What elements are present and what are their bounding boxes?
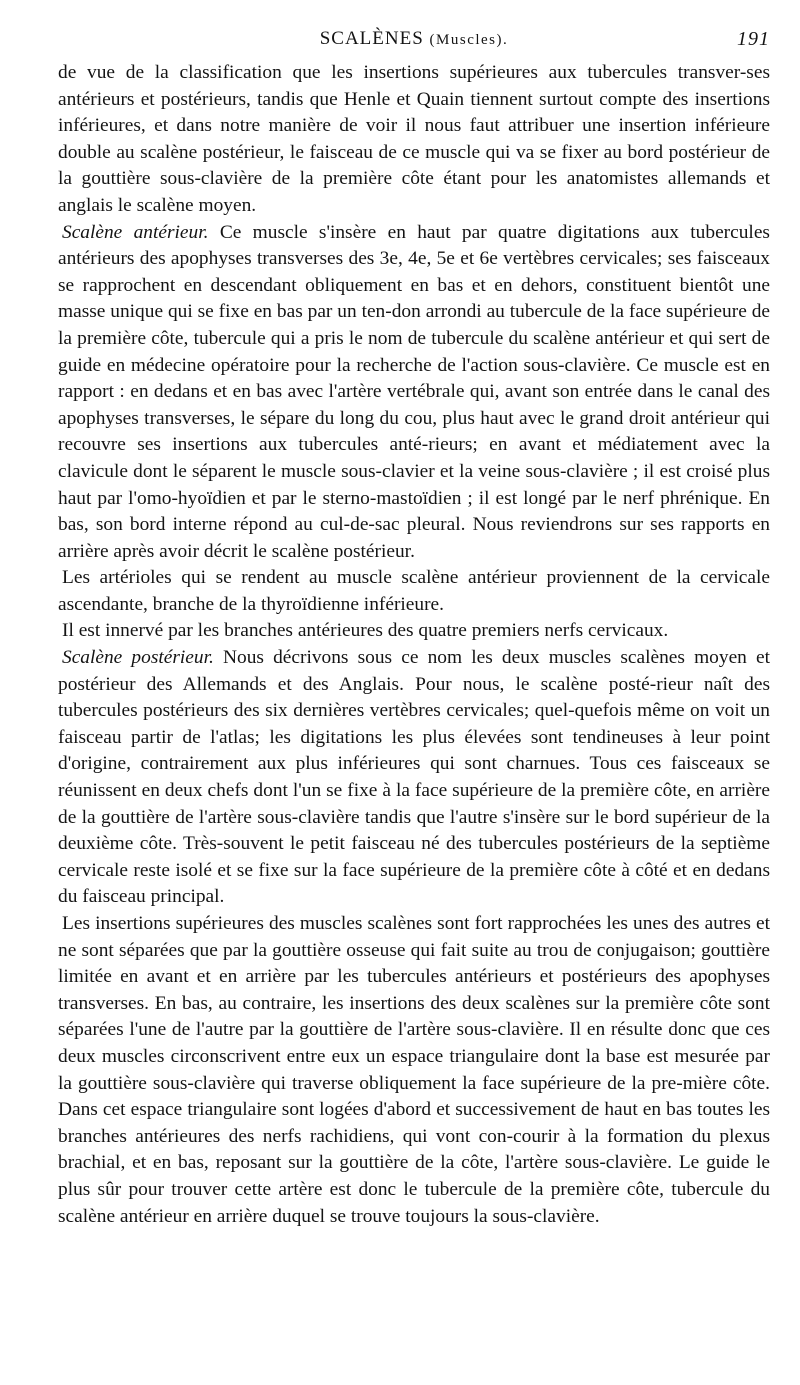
running-title-sub: (Muscles). xyxy=(429,32,509,48)
page-number: 191 xyxy=(737,28,770,50)
paragraph-scalene-anterieur xyxy=(58,220,770,566)
running-head xyxy=(58,22,770,52)
paragraph-arterioles: Les artérioles qui se rendent au muscle scalène antérieur proviennent de la cervicale ascendante, branche de la thyroïdienne inférieure. xyxy=(58,567,770,615)
section-lead-scalene-anterieur: Scalène antérieur. xyxy=(62,221,209,243)
section-lead-scalene-posterieur: Scalène postérieur. xyxy=(62,647,214,669)
running-title xyxy=(58,28,770,50)
paragraph-innervation: Il est innervé par les branches antérieures des quatre premiers nerfs cervicaux. xyxy=(62,620,669,642)
paragraph-scalene-anterieur-text: Ce muscle s'insère en haut par quatre digitations aux tubercules antérieurs des apophyses transverses des 3e, 4e, 5e et 6e vertèbres cervicales; ses faisceaux se rapprochent en descendant obliquement en bas et en dehors, constituent bientôt une masse unique qui se fixe en bas par un ten-don arrondi au tubercule de la face supérieure de la première côte, tubercule qui a pris le nom de tubercule du scalène antérieur et qui sert de guide en médecine opératoire pour la recherche de l'action sous-clavière. Ce muscle est en rapport : en dedans et en bas avec l'artère vertébrale qui, avant son entrée dans le canal des apophyses transverses, le sépare du long du cou, plus haut avec le grand droit antérieur qui recouvre ses insertions aux tubercules anté-rieurs; en avant et médiatement avec la clavicule dont le séparent le muscle sous-clavier et la veine sous-clavière ; il est croisé plus haut par l'omo-hyoïdien et par le sterno-mastoïdien ; il est longé par le nerf phrénique. En bas, son bord interne répond au cul-de-sac pleural. Nous reviendrons sur ses rapports en arrière après avoir décrit le scalène postérieur. xyxy=(58,221,770,562)
paragraph-continuation: de vue de la classification que les insertions supérieures aux tubercules transver-ses antérieurs et postérieurs, tandis que Henle et Quain tiennent surtout compte des insertions inférieures, et dans notre manière de voir il nous faut attribuer une insertion inférieure double au scalène postérieur, le faisceau de ce muscle qui va se fixer au bord postérieur de la gouttière sous-clavière de la première côte étant pour les anatomistes allemands et anglais le scalène moyen. xyxy=(58,62,770,216)
paragraph-scalene-posterieur-text: Nous décrivons sous ce nom les deux muscles scalènes moyen et postérieur des Allemands et des Anglais. Pour nous, le scalène posté-rieur naît des tubercules postérieurs des six dernières vertèbres cervicales; quel-quefois même on voit un faisceau partir de l'atlas; les digitations les plus élevées sont tendineuses à leur point d'origine, contrairement aux plus inférieures qui sont charnues. Tous ces faisceaux se réunissent en deux chefs dont l'un se fixe à la face supérieure de la première côte, en arrière de la gouttière de l'artère sous-clavière tandis que l'autre s'insère sur le bord supérieur de la deuxième côte. Très-souvent le petit faisceau né des tubercules postérieurs de la septième cervicale reste isolé et se fixe sur la face supérieure de la première côte à côté et en dedans du faisceau principal. xyxy=(58,647,771,908)
book-page xyxy=(58,22,770,1230)
paragraph-insertions: Les insertions supérieures des muscles scalènes sont fort rapprochées les unes des autres et ne sont séparées que par la gouttière osseuse qui fait suite au trou de conjugaison; gouttière limitée en avant et en arrière par les tubercules antérieurs et postérieurs des apophyses transverses. En bas, au contraire, les insertions des deux scalènes sur la première côte sont séparées l'une de l'autre par la gouttière de l'artère sous-clavière. Il en résulte donc que ces deux muscles circonscrivent entre eux un espace triangulaire dont la base est mesurée par la gouttière sous-clavière qui traverse obliquement la face supérieure de la pre-mière côte. Dans cet espace triangulaire sont logées d'abord et successivement de haut en bas toutes les branches antérieures des nerfs rachidiens, qui vont con-courir à la formation du plexus brachial, et en bas, reposant sur la gouttière de la côte, l'artère sous-clavière. Le guide le plus sûr pour trouver cette artère est donc le tubercule de la première côte, tubercule du scalène antérieur en arrière duquel se trouve toujours la sous-clavière. xyxy=(58,913,770,1227)
paragraph-scalene-posterieur xyxy=(58,645,770,911)
running-title-main: SCALÈNES xyxy=(319,28,424,49)
